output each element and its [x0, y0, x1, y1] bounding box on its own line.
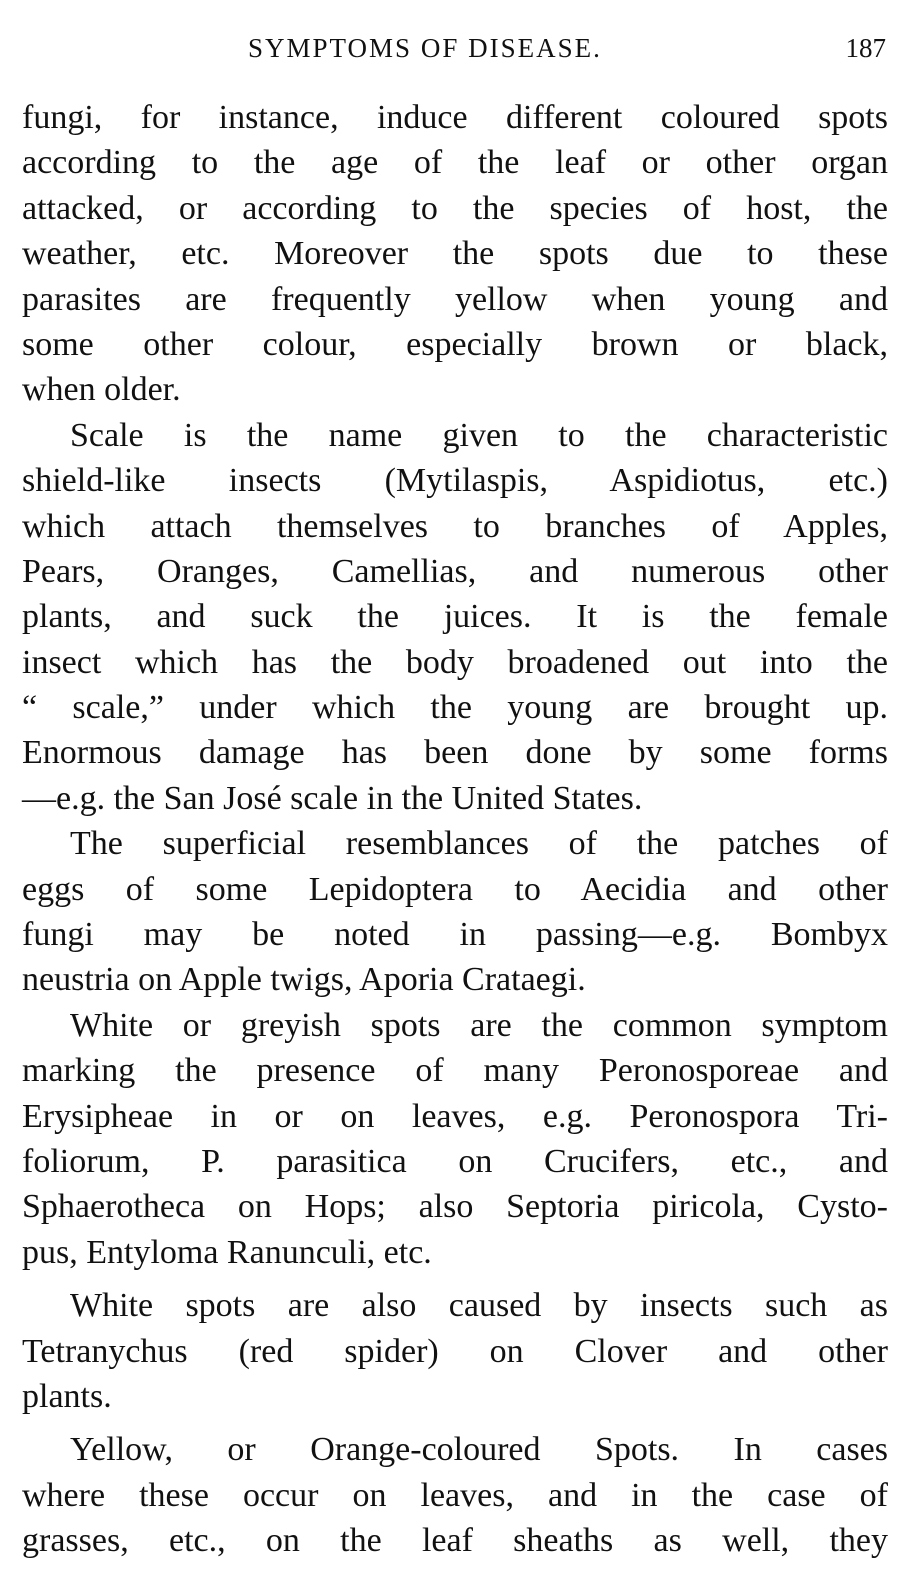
text-line: plants. [22, 1377, 112, 1415]
text-line: Pears, Oranges, Camellias, and numerous other [22, 552, 888, 590]
text-line: grasses, etc., on the leaf sheaths as well, they [22, 1522, 888, 1560]
text-line: foliorum, P. parasitica on Crucifers, etc., and [22, 1142, 888, 1180]
running-head [0, 28, 924, 68]
text-line: which attach themselves to branches of Apples, [22, 507, 888, 545]
text-line: White spots are also caused by insects such as [70, 1287, 888, 1325]
text-line: pus, Entyloma Ranunculi, etc. [22, 1233, 432, 1271]
text-line: —e.g. the San José scale in the United States. [22, 779, 643, 817]
text-line: insect which has the body broadened out into the [22, 643, 888, 681]
text-line: neustria on Apple twigs, Aporia Crataegi. [22, 961, 586, 999]
text-line: plants, and suck the juices. It is the female [22, 598, 888, 636]
text-line: where these occur on leaves, and in the case of [22, 1476, 888, 1514]
text-line: some other colour, especially brown or black, [22, 325, 888, 363]
body-text [22, 95, 888, 1564]
running-title: SYMPTOMS OF DISEASE. [248, 33, 602, 63]
text-line: according to the age of the leaf or other organ [22, 144, 888, 182]
text-line: when older. [22, 371, 181, 409]
text-line: Erysipheae in or on leaves, e.g. Peronospora Tri- [22, 1097, 888, 1135]
text-line: The superficial resemblances of the patches of [70, 825, 888, 863]
text-line: Yellow, or Orange-coloured Spots. In cases [70, 1431, 888, 1469]
text-line: eggs of some Lepidoptera to Aecidia and other [22, 870, 888, 908]
text-line: parasites are frequently yellow when young and [22, 280, 888, 318]
text-line: weather, etc. Moreover the spots due to these [22, 235, 888, 273]
page-number: 187 [845, 33, 886, 63]
text-line: marking the presence of many Peronosporeae and [22, 1052, 888, 1090]
text-line: “ scale,” under which the young are brought up. [22, 689, 888, 727]
text-line: Scale is the name given to the characteristic [70, 416, 888, 454]
text-line: fungi, for instance, induce different coloured spots [22, 99, 888, 136]
text-line: White or greyish spots are the common symptom [70, 1006, 888, 1044]
text-line: Enormous damage has been done by some forms [22, 734, 888, 772]
text-line: Sphaerotheca on Hops; also Septoria piricola, Cysto- [22, 1188, 888, 1226]
text-line: fungi may be noted in passing—e.g. Bombyx [22, 916, 888, 954]
text-line: attacked, or according to the species of host, the [22, 189, 888, 227]
text-line: Tetranychus (red spider) on Clover and other [22, 1332, 888, 1370]
text-line: shield-like insects (Mytilaspis, Aspidiotus, etc.) [22, 462, 888, 500]
